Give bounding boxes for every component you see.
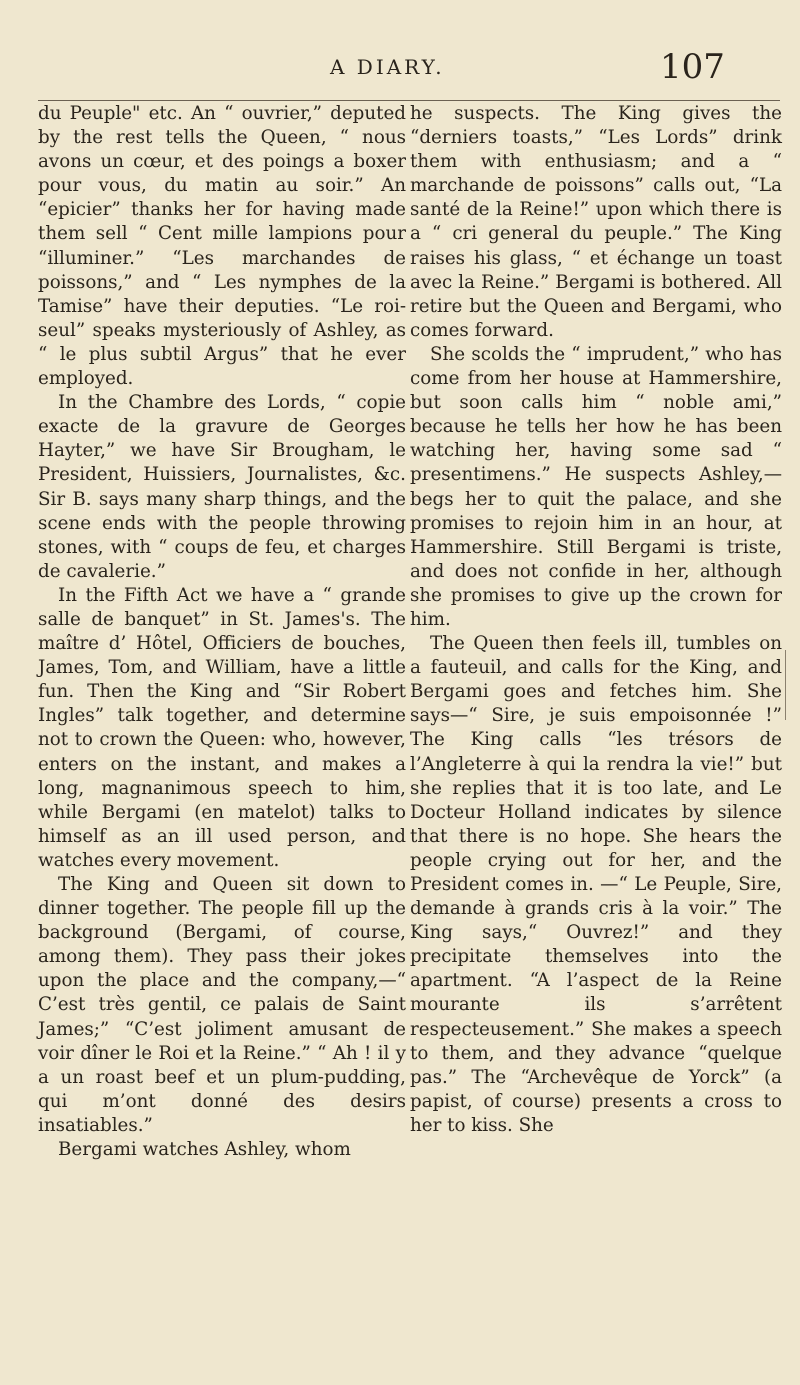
left-column — [38, 102, 406, 1162]
paragraph: The Queen then feels ill, tumbles on a fauteuil, and calls for the King, and Bergami goes and fetches him. She says—“ Sire, je suis empoisonnée !” The King calls “les trésors de l’Angleterre à qui la rendra la vie!” but she replies that it is too late, and Le Docteur Holland indicates by silence that there is no hope. She hears the people crying out for her, and the President comes in. —“ Le Peuple, Sire, demande à grands cris à la voir.” The King says,“ Ouvrez!” and they precipitate themselves into the apartment. “A l’aspect de la Reine mourante ils s’arrêtent respecteusement.” She makes a speech to them, and they advance “quelque pas.” The “Archevêque de Yorck” (a papist, of course) presents a cross to her to kiss. She — [410, 633, 782, 1136]
paragraph: In the Chambre des Lords, “ copie exacte de la gravure de Georges Hayter,” we have Sir Brougham, le President, Huissiers, Journalistes, &c. Sir B. says many sharp things, and the scene ends with the people throwing stones, with “ coups de feu, et charges de cavalerie.” — [38, 392, 406, 582]
paragraph: She scolds the “ imprudent,” who has come from her house at Hammershire, but soon calls him “ noble ami,” because he tells her how he has been watching her, having some sad “ presentimens.” He suspects Ashley,— begs her to quit the palace, and she promises to rejoin him in an hour, at Hammershire. Still Bergami is triste, and does not confide in her, although she promises to give up the crown for him. — [410, 343, 782, 630]
running-head: A DIARY. — [330, 55, 445, 79]
paragraph: he suspects. The King gives the “derniers toasts,” “Les Lords” drink them with enthusiasm; and a “ marchande de poissons” calls out, “La santé de la Reine!” upon which there is a “ cri general du peuple.” The King raises his glass, “ et échange un toast avec la Reine.” Bergami is bothered. All retire but the Queen and Bergami, who comes forward. — [410, 103, 782, 341]
paragraph: du Peuple" etc. An “ ouvrier,” deputed by the rest tells the Queen, “ nous avons un cœur, et des poings a boxer pour vous, du matin au soir.” An “epicier” thanks her for having made them sell “ Cent mille lampions pour “illuminer.” “Les marchandes de poissons,” and “ Les nymphes de la Tamise” have their deputies. “Le roi-seul” speaks mysteriously of Ashley, as “ le plus subtil Argus” that he ever employed. — [38, 103, 406, 390]
paragraph: Bergami watches Ashley, whom — [58, 1139, 351, 1161]
right-column — [410, 102, 782, 1138]
header-rule — [38, 100, 780, 101]
page-header — [0, 47, 800, 95]
margin-mark — [785, 650, 786, 720]
paragraph: The King and Queen sit down to dinner together. The people fill up the background (Bergami, of course, among them). They pass their jokes upon the place and the company,—“ C’est très gentil, ce palais de Saint James;” “C’est joliment amusant de voir dîner le Roi et la Reine.” “ Ah ! il y a un roast beef et un plum-pudding, qui m’ont donné des desirs insatiables.” — [38, 874, 406, 1136]
page-number: 107 — [660, 47, 725, 87]
paragraph: In the Fifth Act we have a “ grande salle de banquet” in St. James's. The maître d’ Hôtel, Officiers de bouches, James, Tom, and William, have a little fun. Then the King and “Sir Robert Ingles” talk together, and determine not to crown the Queen: who, however, enters on the instant, and makes a long, magnanimous speech to him, while Bergami (en matelot) talks to himself as an ill used person, and watches every movement. — [38, 584, 406, 871]
